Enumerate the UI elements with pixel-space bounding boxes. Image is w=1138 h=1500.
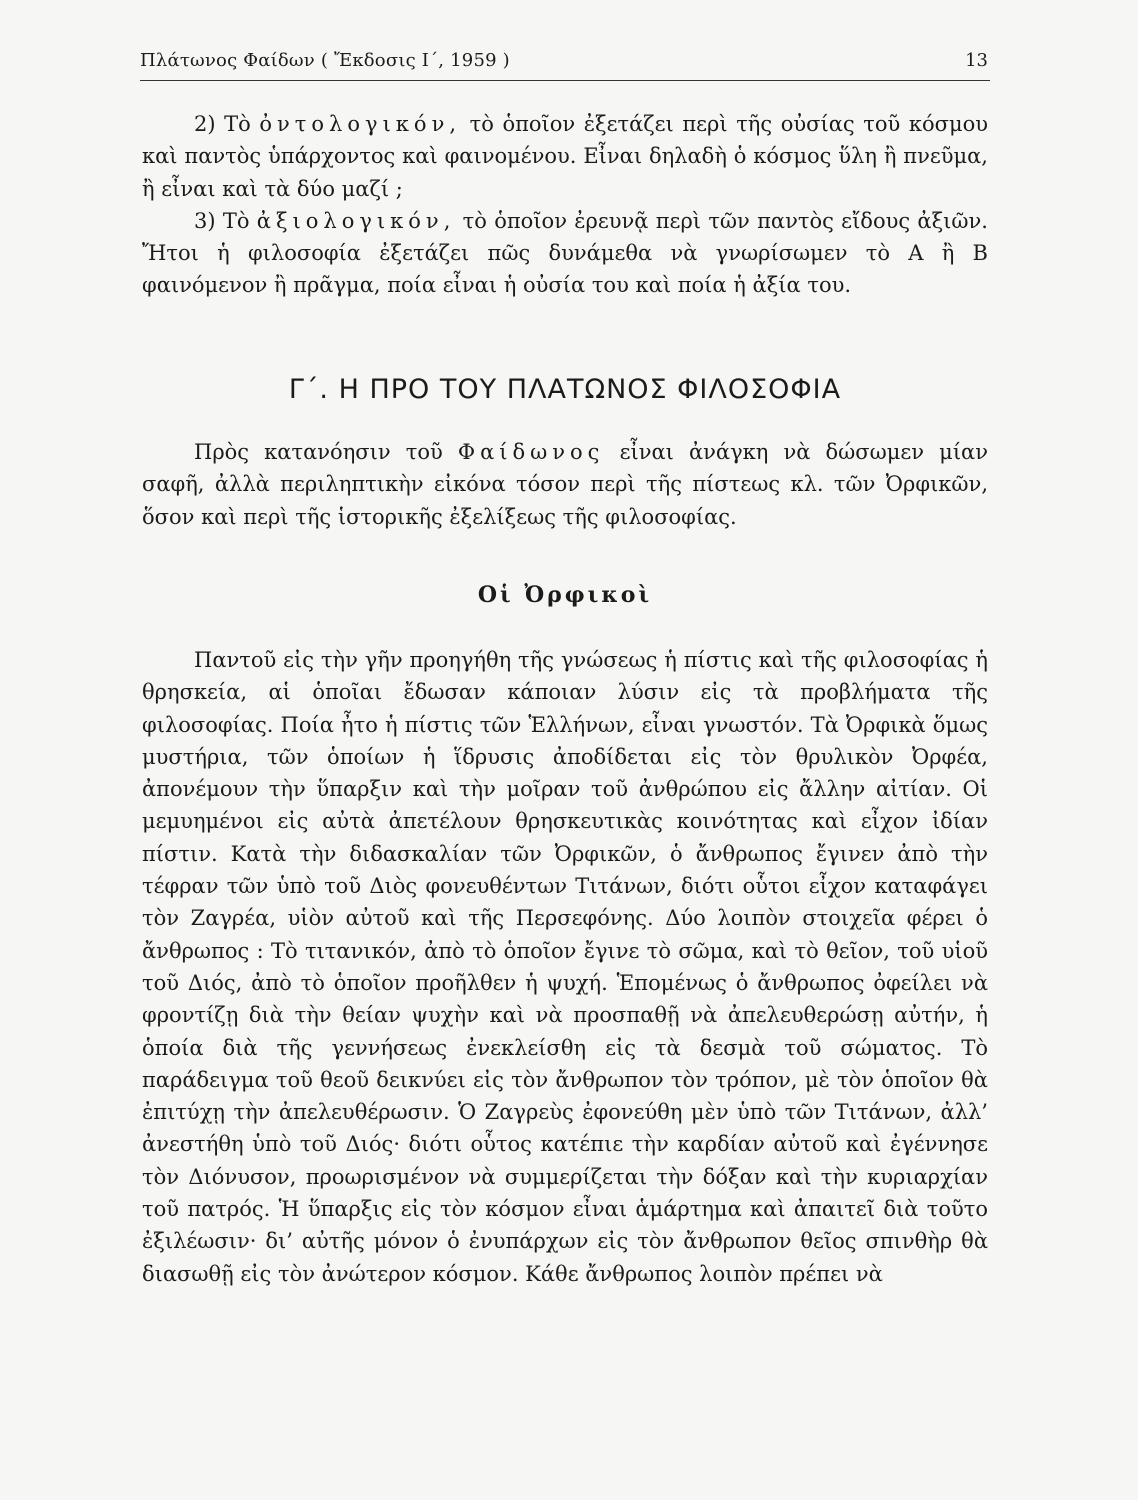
section-intro-block [142, 436, 988, 533]
running-header [140, 46, 990, 81]
item-number: 3) Τὸ [194, 208, 250, 233]
orphics-text-block [142, 644, 988, 1290]
paragraph-section-intro [142, 436, 988, 533]
paragraph-axiological [142, 205, 988, 302]
paragraph-text: Πρὸς κατανόησιν τοῦ [194, 440, 443, 464]
header-title: Πλάτωνος Φαίδων ( Ἔκδοσις Ι΄, 1959 ) [140, 50, 510, 71]
item-number: 2) Τὸ [194, 112, 251, 136]
intro-text-block [142, 108, 988, 302]
subsection-heading: Οἱ Ὀρφικοὶ [477, 582, 653, 608]
page-number: 13 [965, 50, 988, 71]
term-ontological: ὀντολογικόν, [259, 112, 462, 136]
paragraph-text: εἶναι ἀνάγκη νὰ δώσωμεν μίαν σαφῆ, ἀλλὰ περιληπτικὴν εἰκόνα τόσον περὶ τῆς πίστεως κλ. τῶν Ὀρφικῶν, ὅσον καὶ περὶ τῆς ἱστορικῆς ἐξελίξεως τῆς φιλοσοφίας. [142, 440, 988, 529]
term-axiological: ἀξιολογικόν, [256, 208, 456, 233]
paragraph-ontological [142, 108, 988, 205]
paragraph-orphics: Παντοῦ εἰς τὴν γῆν προηγήθη τῆς γνώσεως ἡ πίστις καὶ τῆς φιλοσοφίας ἡ θρησκεία, αἱ ὁποῖαι ἔδωσαν κάποιαν λύσιν εἰς τὰ προβλήματα τῆς φιλοσοφίας. Ποία ἦτο ἡ πίστις τῶν Ἑλλήνων, εἶναι γνωστόν. Τὰ Ὀρφικὰ ὅμως μυστήρια, τῶν ὁποίων ἡ ἵδρυσις ἀποδίδεται εἰς τὸν θρυλικὸν Ὀρφέα, ἀπονέμουν τὴν ὕπαρξιν καὶ τὴν μοῖραν τοῦ ἀνθρώπου εἰς ἄλλην αἰτίαν. Οἱ μεμυημένοι εἰς αὐτὰ ἀπετέλουν θρησκευτικὰς κοινότητας καὶ εἶχον ἰδίαν πίστιν. Κατὰ τὴν διδασκαλίαν τῶν Ὀρφικῶν, ὁ ἄνθρωπος ἔγινεν ἀπὸ τὴν τέφραν τῶν ὑπὸ τοῦ Διὸς φονευθέντων Τιτάνων, διότι οὗτοι εἶχον καταφάγει τὸν Ζαγρέα, υἱὸν αὐτοῦ καὶ τῆς Περσεφόνης. Δύο λοιπὸν στοιχεῖα φέρει ὁ ἄνθρωπος : Τὸ τιτανικόν, ἀπὸ τὸ ὁποῖον ἔγινε τὸ σῶμα, καὶ τὸ θεῖον, τοῦ υἱοῦ τοῦ Διός, ἀπὸ τὸ ὁποῖον προῆλθεν ἡ ψυχή. Ἑπομένως ὁ ἄνθρωπος ὀφείλει νὰ φροντίζῃ διὰ τὴν θείαν ψυχὴν καὶ νὰ προσπαθῇ νὰ ἀπελευθερώσῃ αὐτήν, ἡ ὁποία διὰ τῆς γεννήσεως ἐνεκλείσθη εἰς τὰ δεσμὰ τοῦ σώματος. Τὸ παράδειγμα τοῦ θεοῦ δεικνύει εἰς τὸν ἄνθρωπον τὸν τρόπον, μὲ τὸν ὁποῖον θὰ ἐπιτύχῃ τὴν ἀπελευθέρωσιν. Ὁ Ζαγρεὺς ἐφονεύθη μὲν ὑπὸ τῶν Τιτάνων, ἀλλ’ ἀνεστήθη ὑπὸ τοῦ Διός· διότι οὗτος κατέπιε τὴν καρδίαν αὐτοῦ καὶ ἐγέννησε τὸν Διόνυσον, προωρισμένον νὰ συμμερίζεται τὴν δόξαν καὶ τὴν κυριαρχίαν τοῦ πατρός. Ἡ ὕπαρξις εἰς τὸν κόσμον εἶναι ἁμάρτημα καὶ ἀπαιτεῖ διὰ τοῦτο ἐξιλέωσιν· δι’ αὐτῆς μόνον ὁ ἐνυπάρχων εἰς τὸν ἄνθρωπον θεῖος σπινθὴρ θὰ διασωθῇ εἰς τὸν ἀνώτερον κόσμον. Κάθε ἄνθρωπος λοιπὸν πρέπει νὰ [142, 648, 988, 1286]
paragraph-text: τὸ ὁποῖον ἐξετάζει περὶ τῆς οὐσίας τοῦ κόσμου καὶ παντὸς ὑπάρχοντος καὶ φαινομένου. Εἶναι δηλαδὴ ὁ κόσμος ὕλη ἢ πνεῦμα, ἢ εἶναι καὶ τὰ δύο μαζί ; [142, 112, 988, 201]
term-phaedo: Φαίδωνος [457, 440, 605, 464]
section-heading: Γ΄. Η ΠΡΟ ΤΟΥ ΠΛΑΤΩΝΟΣ ΦΙΛΟΣΟΦΙΑ [288, 374, 842, 405]
paragraph-text: τὸ ὁποῖον ἐρευνᾷ περὶ τῶν παντὸς εἴδους ἀξιῶν. Ἤτοι ἡ φιλοσοφία ἐξετάζει πῶς δυνάμεθα νὰ γνωρίσωμεν τὸ Α ἢ Β φαινόμενον ἢ πρᾶγμα, ποία εἶναι ἡ οὐσία του καὶ ποία ἡ ἀξία του. [142, 208, 988, 298]
